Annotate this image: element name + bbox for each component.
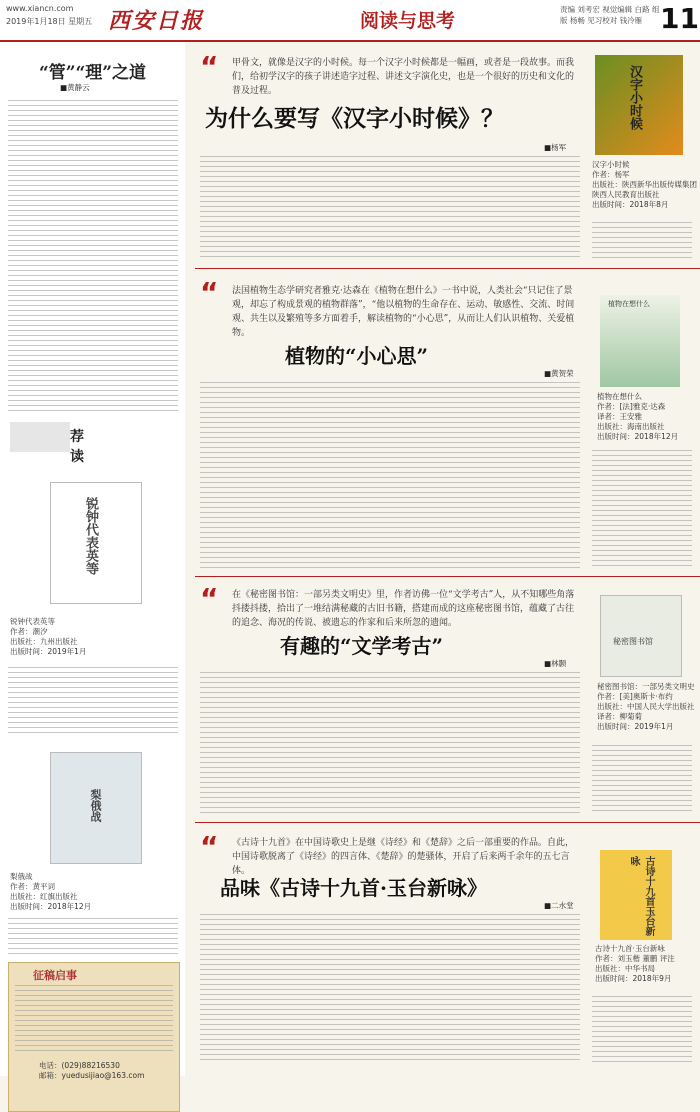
article-3-side-text — [592, 745, 692, 815]
editor-credits: 责编 刘考宏 视觉编辑 白路 组版 杨畅 见习校对 钱冷雁 — [560, 5, 660, 25]
issue-date: 2019年1月18日 星期五 — [6, 17, 93, 26]
book-cover-3 — [595, 55, 683, 155]
page-number: 11 — [660, 2, 699, 35]
newspaper-logo: 西安日报 — [108, 8, 205, 34]
article-divider-1 — [195, 268, 700, 269]
article-2-lead: 法国植物生态学研究者雅克·达森在《植物在想什么》一书中说，人类社会“只记住了景观，却忘了构成景观的植物群落”，“他以植物的生命存在、运动、敏感性、交流、时间观、共生以及繁殖等多方面着手，解读植物的“小心思”，从而让人们认识植物、关爱植物。 — [232, 286, 575, 338]
book-caption-6: 古诗十九首·玉台新咏 作者：刘玉楷 董鹏 评注 出版社：中华书局 出版时间：2018年9月 — [595, 944, 675, 983]
book-caption-3: 汉字小时候 作者：杨军 出版社：陕西新华出版传媒集团 陕西人民教育出版社 出版时间：2018年8月 — [592, 160, 697, 209]
column-title: “管”“理”之道 — [38, 63, 147, 83]
article-2-body-text — [200, 382, 580, 570]
article-1-lead: 甲骨文，就像是汉字的小时候。每一个汉字小时候都是一幅画，或者是一段故事。而我们，给初学汉字的孩子讲述造字过程、讲述文字演化史，也是一个很好的历史和文化的普及过程。 — [232, 58, 575, 96]
left-column — [0, 42, 185, 1080]
book-cover-1-title: 锐钟代表英等 — [83, 497, 98, 575]
book-cover-6-title: 古诗十九首玉台新咏 — [628, 856, 654, 936]
article-2-side-text — [592, 450, 692, 570]
call-for-papers-title: 征稿启事 — [33, 969, 77, 982]
article-1-side-text — [592, 222, 692, 260]
column-author: ■黄静云 — [60, 83, 90, 92]
article-4-body-text — [200, 914, 580, 1064]
article-1-byline: ■杨军 — [544, 143, 567, 152]
article-1-body-text — [200, 156, 580, 260]
book-cover-4 — [600, 295, 680, 387]
article-1-headline: 为什么要写《汉字小时候》？ — [205, 105, 504, 132]
book-cover-5-title: 秘密图书馆 — [613, 637, 653, 646]
article-2-headline: 植物的“小心思” — [285, 344, 429, 368]
call-for-papers-box — [8, 962, 180, 1112]
article-divider-2 — [195, 576, 700, 577]
book-caption-1: 锐钟代表英等 作者：潮汐 出版社：九州出版社 出版时间：2019年1月 — [10, 617, 87, 656]
book-2-body-text — [8, 918, 178, 956]
quote-mark-icon-3: “ — [200, 582, 219, 615]
book-cover-5 — [600, 595, 682, 677]
article-3-body-text — [200, 672, 580, 814]
article-2-byline: ■黄贺荣 — [544, 369, 574, 378]
recommend-banner — [10, 422, 88, 465]
column-body-text — [8, 100, 178, 412]
book-cover-4-title: 植物在想什么 — [608, 300, 650, 308]
article-3-byline: ■林颢 — [544, 659, 567, 668]
article-4-byline: ■二水堂 — [544, 901, 574, 910]
book-cover-1 — [50, 482, 142, 604]
book-cover-2-title: 梨俄战 — [89, 789, 102, 822]
article-3-lead: 在《秘密图书馆：一部另类文明史》里，作者访佛一位“文学考古”人，从不知哪些角落抖搂抖搂，拾出了一堆结满秘藏的古旧书籍，搭建而成的这座秘密图书馆，蕴藏了古往的追念、海况的传说、被遗忘的作家和后来所忽的遗闻。 — [232, 590, 575, 628]
section-title: 阅读与思考 — [360, 10, 456, 32]
article-4-lead: 《古诗十九首》在中国诗歌史上是继《诗经》和《楚辞》之后一部重要的作品。自此，中国诗歌脱离了《诗经》的四言体、《楚辞》的楚骚体，开启了后来两千余年的五七言体。 — [232, 838, 575, 876]
site-url: www.xiancn.com — [6, 4, 74, 13]
quote-mark-icon-4: “ — [200, 830, 219, 863]
quote-mark-icon-2: “ — [200, 276, 219, 309]
article-4-headline: 品味《古诗十九首·玉台新咏》 — [220, 876, 487, 900]
quote-mark-icon: “ — [200, 50, 219, 83]
book-caption-5: 秘密图书馆：一部另类文明史 作者：[美]奥斯卡·布约 出版社：中国人民大学出版社 译者：柳菊菊 出版时间：2019年1月 — [597, 682, 695, 731]
article-4-side-text — [592, 996, 692, 1064]
book-cover-3-title: 汉字小时候 — [627, 65, 642, 130]
page-header — [0, 0, 700, 42]
book-cover-2 — [50, 752, 142, 864]
recommend-label: 荐读 — [70, 429, 88, 465]
book-1-body-text — [8, 667, 178, 737]
book-cover-6 — [600, 850, 672, 940]
book-caption-2: 梨俄战 作者：黄平词 出版社：红旗出版社 出版时间：2018年12月 — [10, 872, 92, 911]
call-for-papers-contact: 电话：(029)88216530 邮箱：yuedusijiao@163.com — [39, 1061, 145, 1080]
article-divider-3 — [195, 822, 700, 823]
call-for-papers-text — [15, 985, 173, 1055]
book-caption-4: 植物在想什么 作者：[法]雅克·达森 译者：王安雅 出版社：海南出版社 出版时间：2018年12月 — [597, 392, 679, 441]
article-3-headline: 有趣的“文学考古” — [280, 634, 444, 658]
